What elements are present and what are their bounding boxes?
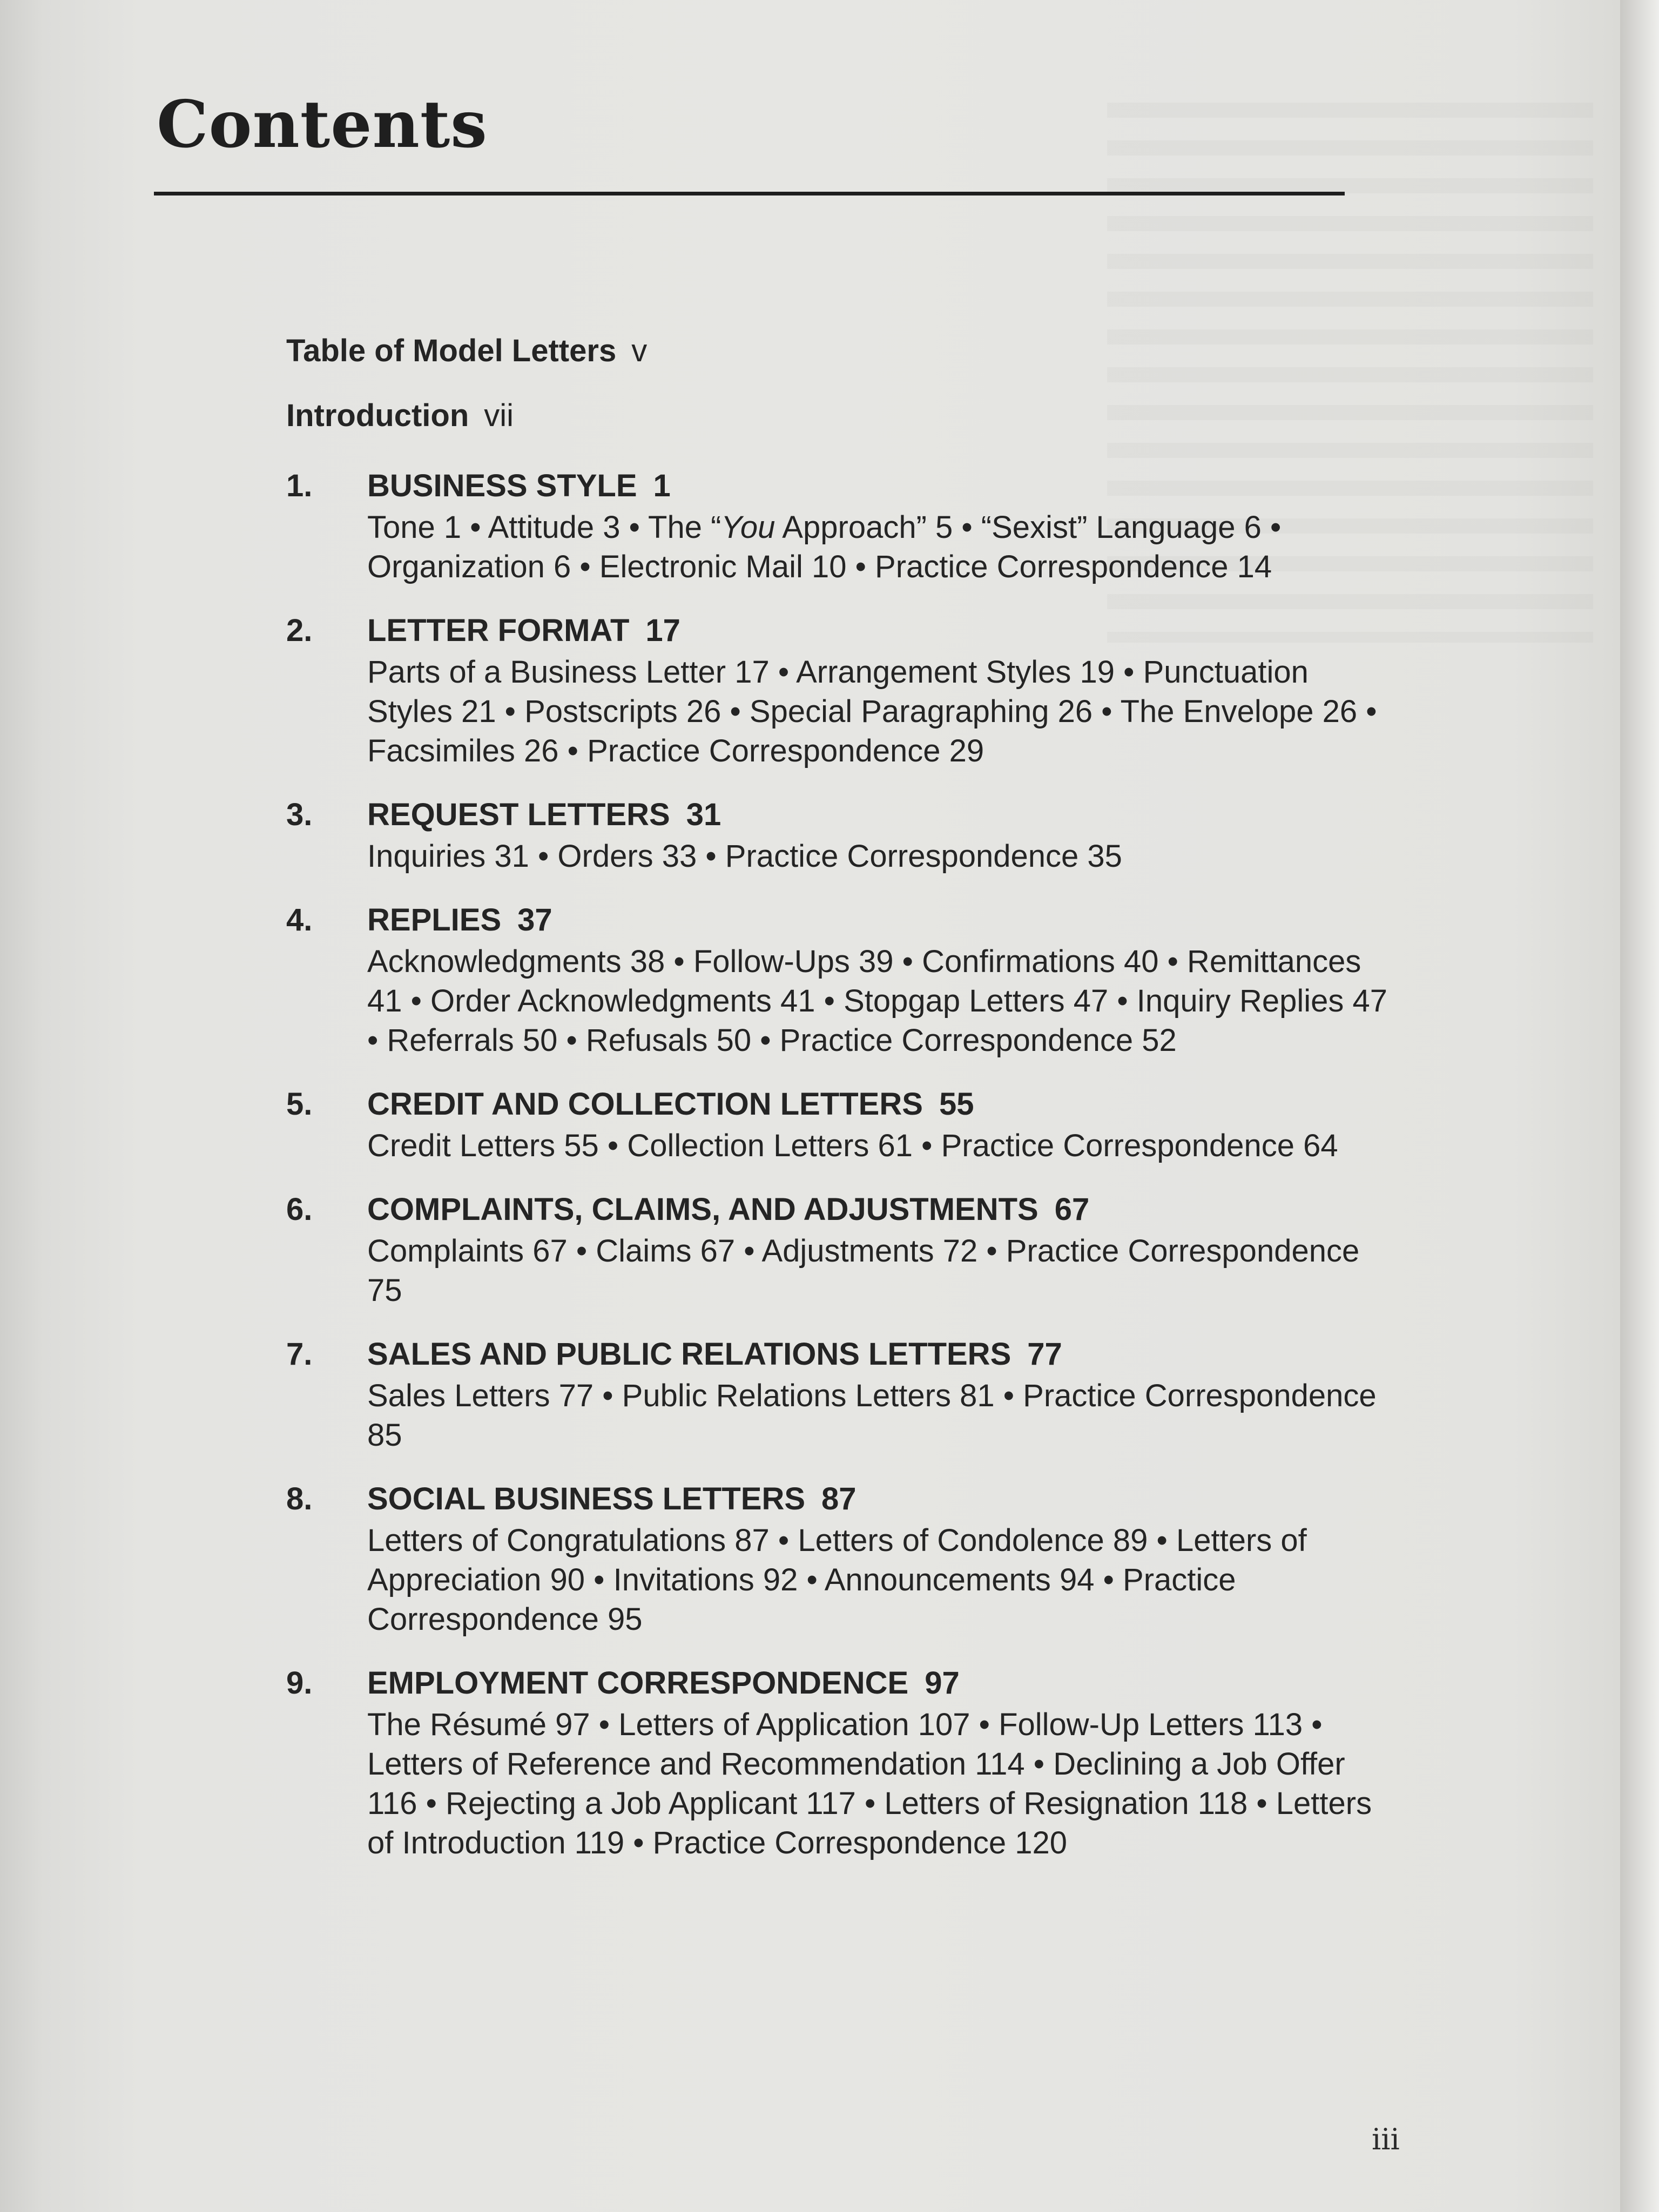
chapter-page: 55 [939, 1087, 974, 1122]
chapter-heading [367, 793, 1420, 837]
chapter-title: EMPLOYMENT CORRESPONDENCE [367, 1665, 909, 1701]
book-edge-shadow [1620, 0, 1659, 2212]
chapter-title: REQUEST LETTERS [367, 797, 670, 832]
front-matter-entry [286, 394, 1420, 437]
chapter-heading [367, 609, 1420, 652]
chapter-topics: Letters of Congratulations 87 • Letters of Condolence 89 • Letters of Appreciation 90 • Invitations 92 • Announcements 94 • Practice Correspondence 95 [367, 1523, 1307, 1637]
chapter-entry [286, 1478, 1420, 1639]
chapter-number: 2. [286, 613, 313, 648]
chapter-heading [367, 1662, 1420, 1705]
chapter-heading [367, 1188, 1420, 1231]
chapter-number: 7. [286, 1337, 313, 1372]
chapter-heading [367, 1083, 1420, 1126]
chapter-page: 31 [686, 797, 721, 832]
front-matter-page: vii [484, 398, 514, 433]
chapter-entry [286, 1662, 1420, 1863]
topics-text: Tone 1 • Attitude 3 • The “ [367, 510, 721, 545]
chapter-entry [286, 609, 1420, 771]
chapter-page: 97 [925, 1665, 960, 1701]
chapter-page: 1 [653, 468, 671, 503]
chapter-entry [286, 1333, 1420, 1455]
chapter-number: 3. [286, 797, 313, 832]
title-rule [154, 192, 1345, 195]
chapter-entry [286, 899, 1420, 1060]
chapter-entry [286, 1083, 1420, 1165]
chapter-topics: Credit Letters 55 • Collection Letters 61 • Practice Correspondence 64 [367, 1128, 1338, 1163]
chapter-topics: Inquiries 31 • Orders 33 • Practice Correspondence 35 [367, 839, 1122, 874]
chapter-title: REPLIES [367, 902, 502, 938]
chapter-title: SALES AND PUBLIC RELATIONS LETTERS [367, 1337, 1011, 1372]
chapter-entry [286, 1188, 1420, 1310]
chapter-topics: Sales Letters 77 • Public Relations Letters 81 • Practice Correspondence 85 [367, 1378, 1377, 1453]
chapter-title: COMPLAINTS, CLAIMS, AND ADJUSTMENTS [367, 1192, 1038, 1227]
chapter-topics: Complaints 67 • Claims 67 • Adjustments 72 • Practice Correspondence 75 [367, 1233, 1360, 1308]
chapter-number: 6. [286, 1192, 313, 1227]
chapter-number: 1. [286, 468, 313, 503]
page-folio: iii [1372, 2122, 1400, 2156]
chapter-number: 8. [286, 1481, 313, 1516]
topics-text: Approach” 5 • “Sexist” Language 6 • Organization 6 • Electronic Mail 10 • Practice Correspondence 14 [367, 510, 1282, 584]
front-matter-page: v [631, 333, 648, 368]
chapter-title: SOCIAL BUSINESS LETTERS [367, 1481, 806, 1516]
chapter-topics: The Résumé 97 • Letters of Application 107 • Follow-Up Letters 113 • Letters of Reference and Recommendation 114 • Declining a Job Offer 116 • Rejecting a Job Applicant 117 • Letters of Resignation 118 • Letters of Introduction 119 • Practice Correspondence 120 [367, 1707, 1372, 1860]
chapter-page: 67 [1054, 1192, 1090, 1227]
chapter-topics: Parts of a Business Letter 17 • Arrangement Styles 19 • Punctuation Styles 21 • Postscripts 26 • Special Paragraphing 26 • The Envelope 26 • Facsimiles 26 • Practice Correspondence 29 [367, 655, 1377, 768]
topics-italic-text: You [721, 510, 775, 545]
front-matter-entry [286, 329, 1420, 373]
chapter-page: 77 [1027, 1337, 1062, 1372]
chapter-title: CREDIT AND COLLECTION LETTERS [367, 1087, 923, 1122]
chapter-topics: Acknowledgments 38 • Follow-Ups 39 • Confirmations 40 • Remittances 41 • Order Acknowledgments 41 • Stopgap Letters 47 • Inquiry Replies 47 • Referrals 50 • Refusals 50 • Practice Correspondence 52 [367, 944, 1387, 1058]
front-matter-label: Table of Model Letters [286, 333, 617, 368]
chapter-number: 4. [286, 902, 313, 938]
chapter-page: 37 [517, 902, 552, 938]
chapter-heading [367, 1333, 1420, 1376]
table-of-contents [286, 329, 1420, 1885]
chapter-heading [367, 464, 1420, 508]
chapter-number: 5. [286, 1087, 313, 1122]
chapter-heading [367, 899, 1420, 942]
chapter-title: LETTER FORMAT [367, 613, 630, 648]
chapter-number: 9. [286, 1665, 313, 1701]
chapter-heading [367, 1478, 1420, 1521]
chapter-entry [286, 464, 1420, 586]
chapter-page: 17 [645, 613, 680, 648]
chapter-entry [286, 793, 1420, 876]
chapter-page: 87 [821, 1481, 857, 1516]
chapter-title: BUSINESS STYLE [367, 468, 637, 503]
page-title: Contents [157, 86, 488, 163]
front-matter-label: Introduction [286, 398, 469, 433]
chapter-topics [367, 508, 1393, 586]
